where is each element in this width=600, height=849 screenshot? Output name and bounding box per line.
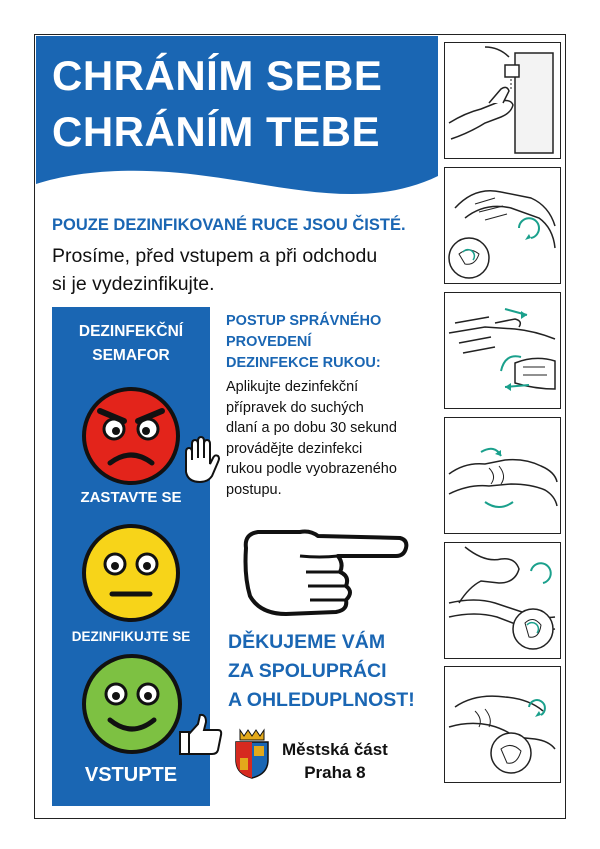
subtitle-emphasis: POUZE DEZINFIKOVANÉ RUCE JSOU ČISTÉ.: [52, 216, 406, 234]
title-line-2: CHRÁNÍM TEBE: [52, 108, 380, 155]
smiling-face-icon: [80, 652, 184, 756]
rub-thumbs-icon: [445, 418, 559, 532]
subtitle-line-2: si je vydezinfikujte.: [52, 273, 215, 295]
rub-palms-icon: [445, 168, 559, 282]
semafor-heading-line-1: DEZINFEKČNÍ: [78, 323, 184, 340]
rub-wrists-icon: [445, 667, 559, 781]
title-line-1: CHRÁNÍM SEBE: [52, 52, 383, 99]
fingertips-palm-icon: [445, 543, 559, 657]
step-2-box: [444, 167, 561, 284]
semafor-heading-line-2: SEMAFOR: [92, 347, 170, 364]
semafor-heading: [52, 320, 210, 368]
step-4-box: [444, 417, 561, 534]
semafor-state-enter: VSTUPTE: [84, 764, 178, 786]
thanks-line-1: DĚKUJEME VÁM: [228, 631, 386, 653]
step-3-box: [444, 292, 561, 409]
procedure-body-line: provádějte dezinfekci: [226, 440, 363, 457]
procedure-title-line-1: POSTUP SPRÁVNÉHO: [226, 313, 382, 329]
step-6-box: [444, 666, 561, 783]
pointing-hand-icon: [240, 526, 412, 618]
procedure-body: [226, 377, 397, 500]
procedure-title-line-2: PROVEDENÍ: [226, 334, 312, 350]
thanks-line-3: A OHLEDUPLNOST!: [228, 689, 415, 711]
district-line-1: Městská část: [282, 740, 388, 759]
procedure-body-line: postupu.: [226, 481, 282, 498]
district-name: [282, 738, 388, 784]
procedure-title: [226, 311, 381, 374]
district-line-2: Praha 8: [304, 763, 366, 782]
thumbs-up-icon: [178, 712, 224, 758]
procedure-title-line-3: DEZINFEKCE RUKOU:: [226, 355, 381, 371]
procedure-body-line: přípravek do suchých: [226, 399, 364, 416]
subtitle-line-1: Prosíme, před vstupem a při odchodu: [52, 245, 378, 267]
subtitle-text: [52, 242, 377, 298]
coat-of-arms-icon: [232, 728, 272, 780]
interlace-fingers-icon: [445, 293, 559, 407]
semafor-state-stop: ZASTAVTE SE: [80, 489, 182, 506]
dispenser-hand-icon: [445, 43, 559, 157]
step-5-box: [444, 542, 561, 659]
stop-hand-icon: [180, 436, 222, 484]
thanks-line-2: ZA SPOLUPRÁCI: [228, 660, 387, 682]
semafor-state-disinfect: DEZINFIKUJTE SE: [71, 629, 191, 644]
step-1-box: [444, 42, 561, 159]
angry-face-icon: [80, 385, 182, 487]
procedure-body-line: Aplikujte dezinfekční: [226, 379, 359, 395]
thanks-message: [228, 628, 415, 715]
neutral-face-icon: [80, 522, 182, 624]
procedure-body-line: dlaní a po dobu 30 sekund: [226, 420, 397, 436]
procedure-body-line: rukou podle vyobrazeného: [226, 461, 397, 477]
